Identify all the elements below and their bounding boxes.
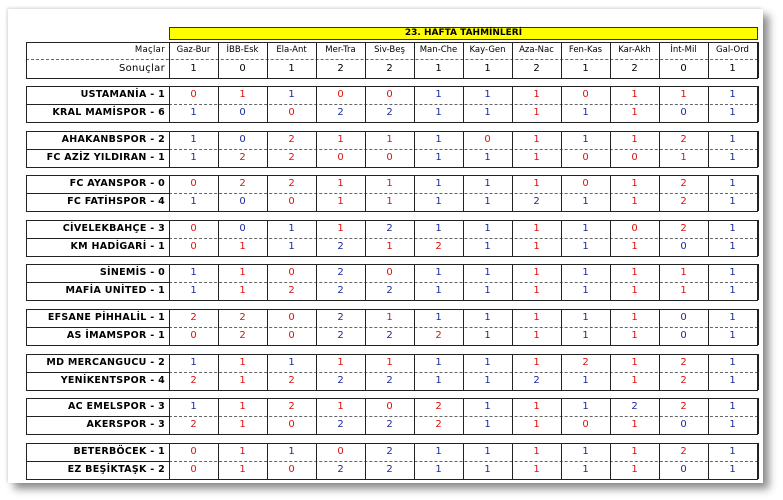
prediction-cell: 2: [337, 419, 344, 430]
prediction-cell: 2: [337, 312, 344, 323]
prediction-cell: 1: [729, 223, 736, 234]
prediction-cell: 1: [484, 152, 491, 163]
results-label: Sonuçlar: [118, 63, 165, 74]
prediction-cell: 1: [435, 89, 442, 100]
prediction-cell: 1: [484, 357, 491, 368]
prediction-cell: 1: [288, 357, 295, 368]
prediction-cell: 0: [190, 464, 197, 475]
prediction-cell: 1: [729, 267, 736, 278]
prediction-cell: 1: [435, 152, 442, 163]
prediction-cell: 0: [239, 196, 246, 207]
grid-line: [757, 354, 758, 390]
prediction-cell: 2: [435, 330, 442, 341]
result-value: 1: [729, 63, 736, 74]
grid-line: [758, 42, 759, 78]
prediction-cell: 2: [680, 223, 687, 234]
prediction-cell: 0: [582, 178, 589, 189]
prediction-cell: 1: [631, 267, 638, 278]
prediction-cell: 1: [337, 134, 344, 145]
prediction-cell: 2: [386, 446, 393, 457]
prediction-cell: 0: [239, 134, 246, 145]
prediction-cell: 2: [680, 357, 687, 368]
prediction-cell: 2: [190, 375, 197, 386]
team-name: MAFİA UNİTED - 1: [65, 285, 165, 296]
prediction-cell: 1: [533, 330, 540, 341]
team-name: EFSANE PİHHALİL - 1: [47, 312, 165, 323]
prediction-cell: 1: [435, 285, 442, 296]
prediction-cell: 1: [582, 464, 589, 475]
prediction-cell: 1: [484, 178, 491, 189]
prediction-cell: 1: [239, 89, 246, 100]
prediction-cell: 1: [729, 107, 736, 118]
prediction-cell: 1: [484, 312, 491, 323]
prediction-cell: 1: [729, 241, 736, 252]
prediction-cell: 2: [435, 419, 442, 430]
match-header: Man-Che: [419, 45, 458, 55]
prediction-cell: 0: [288, 419, 295, 430]
prediction-cell: 0: [386, 401, 393, 412]
prediction-cell: 1: [729, 152, 736, 163]
match-header: Aza-Nac: [519, 45, 554, 55]
prediction-cell: 1: [239, 419, 246, 430]
prediction-cell: 1: [190, 196, 197, 207]
prediction-cell: 1: [582, 107, 589, 118]
prediction-cell: 1: [582, 267, 589, 278]
prediction-cell: 0: [190, 89, 197, 100]
grid-line: [757, 264, 758, 300]
prediction-cell: 1: [484, 375, 491, 386]
prediction-cell: 0: [680, 330, 687, 341]
grid-line: [758, 220, 759, 256]
prediction-cell: 1: [631, 357, 638, 368]
prediction-cell: 2: [386, 330, 393, 341]
prediction-cell: 1: [337, 196, 344, 207]
prediction-cell: 1: [533, 312, 540, 323]
grid-line: [26, 479, 758, 480]
prediction-cell: 1: [484, 267, 491, 278]
prediction-cell: 2: [435, 401, 442, 412]
prediction-cell: 0: [337, 152, 344, 163]
prediction-cell: 1: [386, 312, 393, 323]
grid-line: [757, 398, 758, 434]
team-name: AS İMAMSPOR - 1: [66, 330, 165, 341]
prediction-cell: 2: [239, 330, 246, 341]
result-value: 0: [239, 63, 246, 74]
prediction-cell: 2: [680, 401, 687, 412]
prediction-cell: 1: [239, 267, 246, 278]
prediction-cell: 1: [533, 419, 540, 430]
prediction-cell: 1: [631, 446, 638, 457]
prediction-cell: 1: [484, 223, 491, 234]
prediction-cell: 2: [288, 134, 295, 145]
result-value: 1: [288, 63, 295, 74]
prediction-cell: 2: [288, 285, 295, 296]
prediction-cell: 1: [729, 89, 736, 100]
prediction-cell: 2: [386, 285, 393, 296]
prediction-cell: 1: [631, 312, 638, 323]
prediction-cell: 1: [288, 223, 295, 234]
prediction-cell: 1: [631, 375, 638, 386]
prediction-cell: 1: [435, 178, 442, 189]
matches-label: Maçlar: [134, 45, 165, 55]
prediction-cell: 2: [288, 178, 295, 189]
grid-line: [26, 211, 758, 212]
prediction-cell: 1: [582, 446, 589, 457]
prediction-cell: 1: [631, 285, 638, 296]
prediction-cell: 2: [337, 464, 344, 475]
prediction-cell: 2: [435, 241, 442, 252]
team-name: AC EMELSPOR - 3: [68, 401, 165, 412]
prediction-cell: 1: [582, 401, 589, 412]
prediction-cell: 1: [239, 464, 246, 475]
prediction-cell: 1: [631, 134, 638, 145]
prediction-cell: 1: [190, 152, 197, 163]
grid-line: [26, 122, 758, 123]
prediction-cell: 1: [631, 196, 638, 207]
prediction-cell: 1: [533, 401, 540, 412]
result-value: 0: [680, 63, 687, 74]
prediction-cell: 0: [386, 267, 393, 278]
prediction-cell: 2: [386, 464, 393, 475]
result-value: 2: [337, 63, 344, 74]
prediction-cell: 2: [533, 375, 540, 386]
prediction-cell: 0: [288, 196, 295, 207]
prediction-cell: 1: [190, 357, 197, 368]
prediction-cell: 1: [435, 196, 442, 207]
result-value: 2: [386, 63, 393, 74]
prediction-cell: 1: [484, 464, 491, 475]
prediction-cell: 0: [680, 241, 687, 252]
prediction-cell: 1: [729, 196, 736, 207]
prediction-cell: 1: [582, 134, 589, 145]
grid-line: [757, 220, 758, 256]
prediction-cell: 2: [288, 152, 295, 163]
prediction-cell: 1: [729, 178, 736, 189]
team-name: SİNEMİS - 0: [99, 267, 165, 278]
grid-line: [757, 131, 758, 167]
team-name: FC FATİHSPOR - 4: [67, 196, 165, 207]
prediction-cell: 2: [582, 357, 589, 368]
prediction-cell: 1: [435, 357, 442, 368]
prediction-cell: 2: [386, 223, 393, 234]
prediction-cell: 1: [337, 223, 344, 234]
prediction-cell: 1: [190, 285, 197, 296]
grid-line: [758, 131, 759, 167]
match-header: Gaz-Bur: [176, 45, 211, 55]
prediction-cell: 0: [386, 89, 393, 100]
prediction-cell: 1: [484, 89, 491, 100]
grid-line: [758, 309, 759, 345]
prediction-cell: 1: [386, 196, 393, 207]
week-title: 23. HAFTA TAHMİNLERİ: [169, 27, 758, 40]
prediction-cell: 0: [680, 312, 687, 323]
prediction-cell: 1: [533, 107, 540, 118]
prediction-cell: 2: [337, 330, 344, 341]
prediction-cell: 1: [680, 89, 687, 100]
prediction-cell: 0: [190, 223, 197, 234]
prediction-cell: 1: [729, 134, 736, 145]
prediction-cell: 2: [337, 241, 344, 252]
prediction-cell: 2: [288, 375, 295, 386]
prediction-cell: 2: [239, 152, 246, 163]
prediction-cell: 2: [386, 107, 393, 118]
grid-line: [26, 78, 758, 79]
prediction-cell: 1: [239, 357, 246, 368]
prediction-cell: 1: [680, 285, 687, 296]
team-name: AKERSPOR - 3: [86, 419, 165, 430]
match-header: İnt-Mil: [670, 45, 697, 55]
prediction-cell: 1: [337, 401, 344, 412]
prediction-cell: 1: [680, 152, 687, 163]
grid-line: [757, 309, 758, 345]
grid-line: [26, 345, 758, 346]
prediction-cell: 2: [680, 178, 687, 189]
prediction-cell: 1: [729, 464, 736, 475]
prediction-cell: 1: [533, 267, 540, 278]
prediction-cell: 1: [484, 196, 491, 207]
prediction-cell: 1: [484, 401, 491, 412]
grid-line: [758, 264, 759, 300]
prediction-cell: 1: [582, 241, 589, 252]
prediction-cell: 1: [288, 89, 295, 100]
result-value: 1: [582, 63, 589, 74]
prediction-cell: 2: [288, 401, 295, 412]
prediction-cell: 1: [386, 241, 393, 252]
prediction-cell: 0: [484, 134, 491, 145]
prediction-cell: 1: [484, 107, 491, 118]
prediction-cell: 0: [337, 89, 344, 100]
prediction-cell: 1: [484, 446, 491, 457]
prediction-cell: 1: [386, 178, 393, 189]
team-name: BETERBÖCEK - 1: [73, 446, 165, 457]
prediction-cell: 2: [680, 196, 687, 207]
prediction-cell: 1: [533, 134, 540, 145]
grid-line: [26, 300, 758, 301]
prediction-cell: 1: [190, 107, 197, 118]
prediction-cell: 1: [337, 357, 344, 368]
match-header: Kay-Gen: [469, 45, 506, 55]
match-header: Gal-Ord: [716, 45, 749, 55]
result-value: 1: [435, 63, 442, 74]
prediction-cell: 0: [190, 178, 197, 189]
prediction-cell: 1: [484, 419, 491, 430]
prediction-cell: 1: [533, 357, 540, 368]
prediction-cell: 1: [631, 464, 638, 475]
prediction-cell: 1: [729, 375, 736, 386]
prediction-cell: 1: [582, 375, 589, 386]
prediction-cell: 2: [680, 134, 687, 145]
prediction-cell: 0: [239, 107, 246, 118]
match-header: Fen-Kas: [568, 45, 603, 55]
prediction-cell: 1: [729, 446, 736, 457]
prediction-cell: 0: [631, 223, 638, 234]
match-header: İBB-Esk: [226, 45, 259, 55]
prediction-cell: 0: [288, 312, 295, 323]
prediction-cell: 1: [239, 375, 246, 386]
grid-line: [26, 256, 758, 257]
prediction-cell: 2: [337, 375, 344, 386]
prediction-cell: 0: [680, 107, 687, 118]
team-name: FC AZİZ YILDIRAN - 1: [46, 152, 165, 163]
grid-line: [758, 398, 759, 434]
prediction-cell: 1: [190, 401, 197, 412]
team-name: KM HADİGARİ - 1: [70, 241, 165, 252]
prediction-cell: 1: [435, 267, 442, 278]
prediction-cell: 1: [435, 107, 442, 118]
prediction-cell: 0: [288, 464, 295, 475]
prediction-cell: 1: [631, 241, 638, 252]
result-value: 1: [484, 63, 491, 74]
prediction-cell: 1: [435, 446, 442, 457]
prediction-cell: 1: [533, 89, 540, 100]
prediction-cell: 1: [582, 285, 589, 296]
grid-line: [26, 434, 758, 435]
prediction-cell: 0: [337, 446, 344, 457]
prediction-cell: 1: [337, 178, 344, 189]
prediction-cell: 1: [582, 330, 589, 341]
prediction-cell: 2: [680, 446, 687, 457]
prediction-cell: 2: [533, 196, 540, 207]
prediction-cell: 0: [288, 267, 295, 278]
prediction-cell: 0: [680, 419, 687, 430]
prediction-cell: 1: [484, 285, 491, 296]
prediction-cell: 1: [631, 178, 638, 189]
team-name: MD MERCANGUCU - 2: [46, 357, 165, 368]
prediction-cell: 2: [239, 178, 246, 189]
grid-line: [757, 175, 758, 211]
team-name: USTAMANİA - 1: [80, 89, 165, 100]
grid-line: [26, 167, 758, 168]
prediction-cell: 1: [239, 446, 246, 457]
prediction-cell: 1: [484, 330, 491, 341]
prediction-cell: 1: [729, 312, 736, 323]
prediction-cell: 1: [533, 178, 540, 189]
prediction-cell: 1: [729, 401, 736, 412]
prediction-cell: 1: [533, 446, 540, 457]
grid-line: [758, 175, 759, 211]
match-header: Mer-Tra: [325, 45, 356, 55]
prediction-cell: 1: [386, 357, 393, 368]
prediction-cell: 2: [239, 312, 246, 323]
team-name: CİVELEKBAHÇE - 3: [62, 223, 165, 234]
prediction-cell: 1: [435, 375, 442, 386]
prediction-cell: 2: [190, 312, 197, 323]
prediction-cell: 1: [386, 134, 393, 145]
prediction-cell: 1: [288, 241, 295, 252]
grid-line: [26, 390, 758, 391]
prediction-cell: 0: [288, 107, 295, 118]
prediction-cell: 1: [631, 330, 638, 341]
prediction-cell: 0: [631, 152, 638, 163]
prediction-cell: 1: [435, 464, 442, 475]
prediction-cell: 1: [435, 223, 442, 234]
prediction-cell: 1: [533, 241, 540, 252]
prediction-cell: 1: [435, 312, 442, 323]
prediction-cell: 0: [680, 464, 687, 475]
prediction-cell: 0: [288, 330, 295, 341]
grid-line: [758, 86, 759, 122]
prediction-cell: 0: [582, 152, 589, 163]
prediction-cell: 0: [582, 419, 589, 430]
prediction-cell: 2: [190, 419, 197, 430]
prediction-cell: 0: [190, 330, 197, 341]
prediction-cell: 1: [239, 285, 246, 296]
prediction-cell: 1: [533, 285, 540, 296]
prediction-cell: 1: [435, 134, 442, 145]
team-name: EZ BEŞİKTAŞK - 2: [67, 464, 165, 475]
result-value: 2: [533, 63, 540, 74]
prediction-cell: 1: [582, 312, 589, 323]
grid-line: [758, 443, 759, 479]
prediction-cell: 1: [631, 419, 638, 430]
prediction-cell: 2: [680, 375, 687, 386]
prediction-cell: 1: [484, 241, 491, 252]
team-name: YENİKENTSPOR - 4: [60, 375, 165, 386]
prediction-cell: 1: [631, 89, 638, 100]
prediction-cell: 2: [337, 285, 344, 296]
grid-line: [757, 443, 758, 479]
prediction-cell: 0: [190, 241, 197, 252]
grid-line: [757, 86, 758, 122]
prediction-cell: 0: [239, 223, 246, 234]
prediction-cell: 0: [190, 446, 197, 457]
prediction-cell: 2: [386, 375, 393, 386]
prediction-cell: 1: [190, 134, 197, 145]
prediction-cell: 1: [582, 223, 589, 234]
match-header: Kar-Akh: [618, 45, 651, 55]
prediction-cell: 1: [533, 464, 540, 475]
prediction-cell: 1: [239, 241, 246, 252]
match-header: Siv-Beş: [374, 45, 405, 55]
prediction-cell: 1: [190, 267, 197, 278]
prediction-cell: 0: [386, 152, 393, 163]
team-name: FC AYANSPOR - 0: [69, 178, 165, 189]
prediction-cell: 1: [729, 285, 736, 296]
team-name: KRAL MAMİSPOR - 6: [52, 107, 165, 118]
prediction-cell: 1: [239, 401, 246, 412]
prediction-cell: 1: [729, 357, 736, 368]
prediction-cell: 2: [631, 401, 638, 412]
result-value: 2: [631, 63, 638, 74]
prediction-cell: 1: [288, 446, 295, 457]
prediction-cell: 1: [582, 196, 589, 207]
prediction-cell: 2: [386, 419, 393, 430]
prediction-cell: 1: [533, 223, 540, 234]
prediction-cell: 1: [729, 330, 736, 341]
prediction-cell: 1: [533, 152, 540, 163]
prediction-cell: 1: [729, 419, 736, 430]
prediction-cell: 2: [337, 267, 344, 278]
match-header: Ela-Ant: [276, 45, 307, 55]
grid-line: [758, 354, 759, 390]
prediction-cell: 2: [337, 107, 344, 118]
team-name: AHAKANBSPOR - 2: [61, 134, 165, 145]
result-value: 1: [190, 63, 197, 74]
prediction-cell: 1: [631, 107, 638, 118]
prediction-cell: 1: [680, 267, 687, 278]
prediction-cell: 0: [582, 89, 589, 100]
grid-line: [757, 42, 758, 78]
